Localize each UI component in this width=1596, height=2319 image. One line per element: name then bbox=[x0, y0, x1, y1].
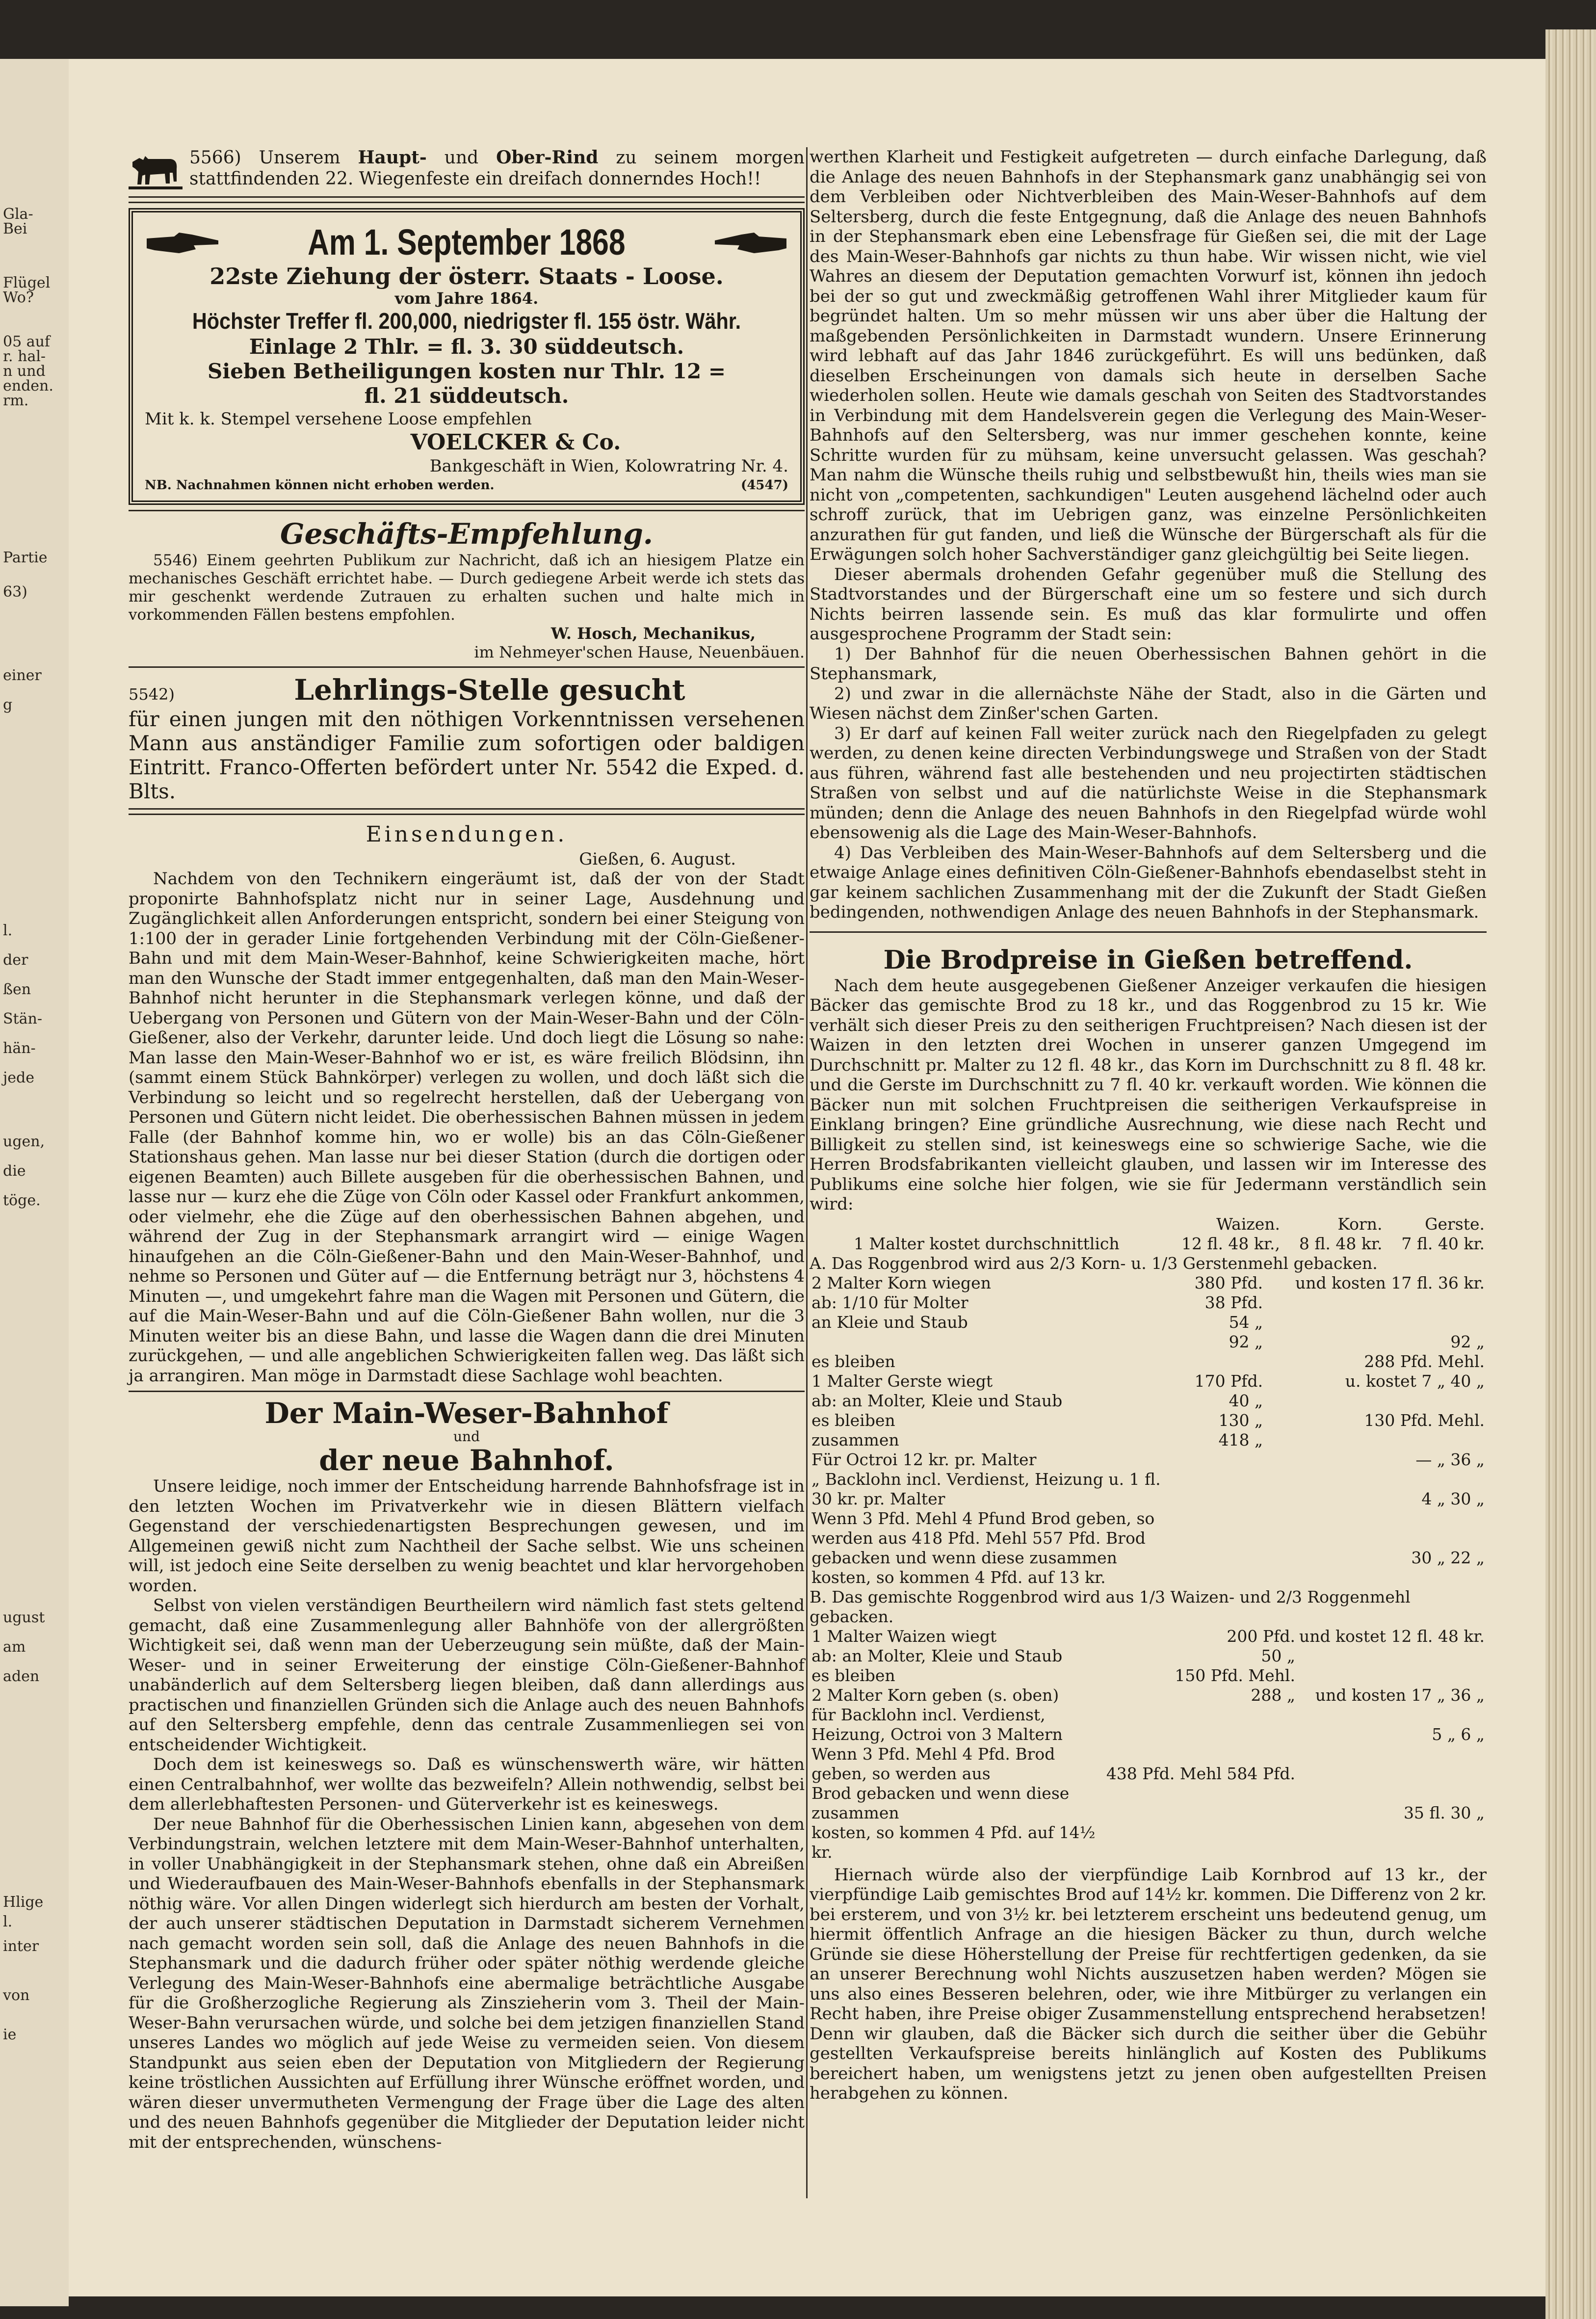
ad-5566-text-b: und bbox=[426, 148, 497, 168]
calc-cell-v2 bbox=[1265, 1430, 1487, 1450]
section-a-table bbox=[810, 1273, 1487, 1587]
strip-fragment: rm. bbox=[3, 392, 29, 409]
previous-page-strip bbox=[0, 59, 69, 2306]
strip-fragment: n und bbox=[3, 363, 46, 380]
separator bbox=[129, 808, 805, 815]
calc-cell-v2 bbox=[1297, 1823, 1487, 1862]
calc-cell-v2: 288 Pfd. Mehl. bbox=[1364, 1351, 1485, 1371]
strip-fragment: 05 auf bbox=[3, 333, 51, 350]
calc-cell-label: 2 Malter Korn geben (s. oben) bbox=[811, 1685, 1059, 1705]
brodpreise-intro: Nach dem heute ausgegebenen Gießener Anzeiger verkaufen die hiesigen Bäcker das gemischte Brod zu 18 kr., und das Roggenbrod zu 15 kr. Wie verhält sich dieser Preis zu den seitherigen Fruchtpreisen? Nach diesen ist der Waizen in den letzten drei Wochen in unserer ganzen Umgegend im Durchschnitt pr. Malter zu 12 fl. 48 kr., das Korn im Durchschnitt zu 8 fl. 48 kr. und die Gerste im Durchschnitt zu 7 fl. 40 kr. verkauft worden. Wie können die Bäcker nun mit solchen Fruchtpreisen die seitherigen Verkaufspreise in Einklang bringen? Eine gründliche Ausrechnung, wie diese nach Recht und Billigkeit zu stellen sind, ist keineswegs eine so schwierige Sache, wie die Herren Brodsfabrikanten vielleicht glauben, und lassen wir im Interesse des Publikums eine solche hier folgen, wie sie für Jedermann verständlich sein wird: bbox=[810, 975, 1487, 1214]
strip-fragment: r. hal- bbox=[3, 348, 46, 365]
column-divider bbox=[806, 147, 808, 2198]
strip-fragment: inter bbox=[3, 1938, 39, 1955]
calc-row bbox=[810, 1411, 1487, 1430]
calc-cell-label: 1 Malter Waizen wiegt bbox=[811, 1626, 997, 1646]
main-weser-point-1: 1) Der Bahnhof für die neuen Oberhessischen Bahnen gehört in die Stephansmark, bbox=[810, 644, 1487, 684]
strip-fragment: Wo? bbox=[3, 289, 34, 306]
calc-cell-label: Wenn 3 Pfd. Mehl 4 Pfund Brod geben, so werden aus 418 Pfd. Mehl 557 Pfd. Brod gebacken und wenn diese zusammen bbox=[811, 1508, 1155, 1567]
calc-cell-v2: 130 Pfd. Mehl. bbox=[1364, 1410, 1485, 1430]
geschaeft-address: im Nehmeyer'schen Hause, Neuenbäuen. bbox=[474, 643, 805, 661]
calc-cell-v1: 380 Pfd. bbox=[1194, 1273, 1263, 1292]
strip-fragment: ie bbox=[3, 2026, 17, 2043]
calc-cell-label bbox=[810, 1332, 1182, 1352]
calc-cell-v2: — „ 36 „ bbox=[1415, 1449, 1485, 1469]
main-weser-p4: Der neue Bahnhof für die Oberhessischen Linien kann, abgesehen von dem Verbindungstrain, welchen letztere mit dem Main-Weser-Bahnhof unterhalten, in voller Unabhängigkeit in der Stephansmark stehen, ohne daß ein Abreißen und Wiederaufbauen des Main-Weser-Bahnhofs ebenfalls in der Stephansmark nöthig wäre. Vor allen Dingen widerlegt sich hierdurch am besten der Vorhalt, der auch unserer städtischen Deputation in Darmstadt sicherem Vernehmen nach gemacht worden sein soll, daß die Anlage des neuen Bahnhofs in die Stephansmark und die dadurch früher oder später nöthig werdende gleiche Verlegung des Main-Weser-Bahnhofs eine abermalige beträchtliche Ausgabe für die Großherzogliche Regierung als Zinszieherin vom 3. Theil der Main-Weser-Bahn verursachen würde, und solche bei dem jetzigen finanziellen Stand unseres Landes wo möglich auf jede Weise zu vermeiden seien. Von diesem Standpunkt aus seien eben der Deputation von Mitgliedern der Regierung keine tröstlichen Aussichten auf Erfüllung ihrer Wünsche eröffnet worden, und wären dieser unvermutheten Vermengung der Frage über die Lage des alten und des neuen Bahnhofs gegenüber die Mitglieder der Deputation leider nicht mit der entsprechenden, wünschens- bbox=[129, 1814, 805, 2152]
calc-cell-v1: 170 Pfd. bbox=[1194, 1371, 1263, 1391]
calc-cell-v2: 4 „ 30 „ bbox=[1421, 1489, 1485, 1508]
calc-cell-v1: 130 „ bbox=[1218, 1410, 1263, 1430]
strip-fragment: ugen, bbox=[3, 1133, 45, 1150]
lottery-address: Bankgeschäft in Wien, Kolowratring Nr. 4. bbox=[429, 456, 788, 476]
main-weser-title-2: der neue Bahnhof. bbox=[319, 1444, 614, 1477]
calc-cell-v1 bbox=[1182, 1509, 1265, 1568]
calc-row bbox=[810, 1450, 1487, 1470]
strip-fragment: Gla- bbox=[3, 206, 33, 223]
lottery-line-5: Sieben Betheiligungen kosten nur Thlr. 12 = bbox=[207, 359, 726, 383]
calc-row bbox=[810, 1784, 1487, 1823]
main-weser-p6: Dieser abermals drohenden Gefahr gegenüber muß die Stellung des Stadtvorstandes und der Bürgerschaft eine um so festere und sich durch Nichts beirren lassende sein. Es muß das klar formulirte und offen ausgesprochene Programm der Stadt sein: bbox=[810, 564, 1487, 644]
ad-5566-text-a: 5566) Unserem bbox=[189, 148, 358, 168]
separator bbox=[129, 510, 805, 511]
calc-row bbox=[810, 1666, 1487, 1686]
calc-row bbox=[810, 1627, 1487, 1646]
lottery-date: Am 1. September 1868 bbox=[308, 222, 626, 263]
strip-fragment: einer bbox=[3, 667, 42, 684]
geschaeft-title: Geschäfts-Empfehlung. bbox=[280, 517, 653, 551]
main-weser-p3: Doch dem ist keineswegs so. Daß es wünschenswerth wäre, wir hätten einen Centralbahnhof, wer wollte das bezweifeln? Allein nothwendig, selbst bei dem allerlebhaftesten Personen- und Güterverkehr ist es keineswegs. bbox=[129, 1755, 805, 1814]
calc-cell-v1: 288 „ bbox=[1251, 1685, 1295, 1705]
lottery-line-1: 22ste Ziehung der österr. Staats - Loose. bbox=[209, 263, 724, 290]
strip-fragment: 63) bbox=[3, 583, 27, 601]
calc-cell-v2: 92 „ bbox=[1450, 1332, 1485, 1351]
lottery-line-3: Höchster Treffer fl. 200,000, niedrigster fl. 155 östr. Währ. bbox=[192, 308, 741, 334]
strip-fragment: l. bbox=[3, 922, 13, 939]
header-waizen: Waizen. bbox=[1216, 1214, 1281, 1234]
strip-fragment: Partie bbox=[3, 549, 48, 566]
calc-cell-v1: 200 Pfd. bbox=[1227, 1626, 1295, 1646]
strip-fragment: von bbox=[3, 1987, 30, 2004]
main-weser-p1: Unsere leidige, noch immer der Entscheidung harrende Bahnhofsfrage ist in den letzten Wochen im Privatverkehr wie in diesen Blättern vielfach Gegenstand der verschiedenartigsten Besprechungen gewesen, und im Allgemeinen gewiß nicht zum Nachtheil der Sache selbst. Wie uns scheinen will, ist jedoch eine Seite derselben zu wenig beachtet und klar hervorgehoben worden. bbox=[129, 1476, 805, 1596]
calc-row bbox=[810, 1313, 1487, 1332]
lehrling-body: für einen jungen mit den nöthigen Vorkenntnissen versehenen Mann aus anständiger Familie zum sofortigen oder baldigen Eintritt. Franco-Offerten befördert unter Nr. 5542 die Exped. d. Blts. bbox=[129, 707, 805, 803]
main-weser-point-3: 3) Er darf auf keinen Fall weiter zurück nach den Riegelpfaden zu gelegt werden, zu denen keine directen Verbindungswege und Straßen von der Stadt aus führen, während fast alle bestehenden und neu projectirten städtischen Straßen von selbst und auf die natürlichste Weise in die Stephansmark münden; denn die Anlage des neuen Bahnhofs in den Riegelpfad würde wohl ebensowenig als die Lage des Main-Weser-Bahnhofs. bbox=[810, 723, 1487, 843]
strip-fragment: am bbox=[3, 1638, 26, 1656]
section-b-label: B. Das gemischte Roggenbrod wird aus 1/3 Waizen- und 2/3 Roggenmehl gebacken. bbox=[810, 1587, 1411, 1626]
calc-row bbox=[810, 1273, 1487, 1293]
lottery-firm: VOELCKER & Co. bbox=[410, 430, 621, 455]
geschaeft-body: 5546) Einem geehrten Publikum zur Nachricht, daß ich an hiesigem Platze ein mechanisches Geschäft errichtet habe. — Durch gediegene Arbeit werde ich stets das mir geschenkt werdende Zutrauen zu erhalten suchen und halte mich in vorkommenden Fällen bestens empfohlen. bbox=[129, 552, 805, 624]
ad-5566-haupt: Haupt- bbox=[358, 147, 427, 168]
strip-fragment: die bbox=[3, 1162, 26, 1180]
calc-cell-label: ab: an Molter, Kleie und Staub bbox=[811, 1391, 1063, 1410]
strip-fragment: ßen bbox=[3, 981, 31, 998]
separator bbox=[810, 931, 1487, 933]
main-weser-p5: werthen Klarheit und Festigkeit aufgetreten — durch einfache Darlegung, daß die Anlage des neuen Bahnhofs in der Stephansmark ganz unabhängig sei von dem Verbleiben oder Nichtverbleiben des Main-Weser-Bahnhofs auf dem Seltersberg, durch die feste Entgegnung, daß die Anlage des neuen Bahnhofs in der Stephansmark eben eine Lebensfrage für Gießen sei, die mit der Lage des Main-Weser-Bahnhofs gar nichts zu thun habe. Wir wissen nicht, wie viel Wahres an diesem der Deputation gemachten Vorwurf ist, können ihn jedoch bei der so gut und zweckmäßig getroffenen Wahl ihrer Mitglieder kaum für begründet halten. Um so mehr müssen wir uns aber über die Haltung der maßgebenden Persönlichkeiten in Darmstadt wundern. Unsere Erinnerung wird lebhaft auf das Jahr 1846 zurückgeführt. Es will uns bedünken, daß dieselben Erscheinungen von damals sich heute in derselben Sache wiederholen sollen. Heute wie damals geschah von Seiten des Stadtvorstandes in Verbindung mit dem Handelsverein gegen die Verlegung des Main-Weser-Bahnhofs auf den Seltersberg, was nur immer geschehen konnte, keine Schritte wurden für zu mühsam, keine unversucht gelassen. Was geschah? Man nahm die Wünsche theils ruhig und selbstbewußt hin, theils wies man sie nicht von „competenten, sachkundigen" Leuten ausgehend lächelnd oder auch schroff zurück, that im Uebrigen ganz, was einzelne Persönlichkeiten anzurathen für gut fanden, und ließ die Wünsche der Bürgerschaft als für die Erwägungen solch hoher Sachverständiger ganz gleichgültig bei Seite liegen. bbox=[810, 147, 1487, 564]
calc-cell-v2 bbox=[1297, 1744, 1487, 1784]
brodpreise-closing: Hiernach würde also der vierpfündige Laib Kornbrod auf 13 kr., der vierpfündige Laib gemischtes Brod auf 14½ kr. kommen. Die Differenz von 2 kr. bei ersterem, und von 3½ kr. bei letzterem erscheint uns bedeutend genug, um hiermit öffentlich Anfrage an die hiesigen Bäcker zu thun, durch welche Gründe sie diese Höherstellung der Preise für rechtfertigen gedenken, da sie an unserer Berechnung wohl Nichts auszusetzen haben werden? Mögen sie uns also eines Besseren belehren, oder, wie ihre Mitbürger zu verlangen ein Recht haben, ihre Preise obiger Zusammenstellung entsprechend herabsetzen! Denn wir glauben, daß die Bäcker sich durch die seither über die Gebühr gestellten Verkaufspreise bereits hinlänglich auf Kosten des Publikums bereichert haben, um wenigstens jetzt zu jenen oben aufgestellten Preisen herabgehen zu können. bbox=[810, 1865, 1487, 2103]
header-gerste: Gerste. bbox=[1425, 1214, 1485, 1234]
calc-row bbox=[810, 1332, 1487, 1352]
ad-5566-ober: Ober-Rind bbox=[496, 147, 599, 168]
calc-cell-v1: 438 Pfd. Mehl 584 Pfd. bbox=[1106, 1764, 1295, 1783]
calc-cell-label: Wenn 3 Pfd. Mehl 4 Pfd. Brod geben, so werden aus bbox=[811, 1744, 1055, 1783]
price-waizen: 12 fl. 48 kr., bbox=[1181, 1234, 1281, 1253]
separator bbox=[129, 196, 805, 203]
strip-fragment: aden bbox=[3, 1668, 40, 1685]
calc-cell-v1 bbox=[1182, 1450, 1265, 1470]
calc-row bbox=[810, 1371, 1487, 1391]
strip-fragment: l. bbox=[3, 1913, 13, 1930]
calc-cell-label: „ Backlohn incl. Verdienst, Heizung u. 1 fl. 30 kr. pr. Malter bbox=[811, 1469, 1161, 1508]
calc-cell-v1 bbox=[1182, 1352, 1265, 1371]
calc-cell-v1: 150 Pfd. Mehl. bbox=[1175, 1665, 1295, 1685]
calc-cell-label: es bleiben bbox=[811, 1410, 895, 1430]
calc-cell-v2 bbox=[1265, 1293, 1487, 1313]
calc-row bbox=[810, 1705, 1487, 1744]
calc-cell-label: für Backlohn incl. Verdienst, Heizung, Octroi von 3 Maltern bbox=[811, 1705, 1063, 1744]
calc-row bbox=[810, 1470, 1487, 1509]
calc-cell-v1 bbox=[1182, 1470, 1265, 1509]
calc-cell-v1 bbox=[1104, 1705, 1297, 1744]
lehrling-number: 5542) bbox=[129, 685, 175, 704]
book-edge bbox=[1545, 29, 1596, 2319]
main-weser-point-4: 4) Das Verbleiben des Main-Weser-Bahnhofs auf dem Seltersberg und die etwaige Anlage eines definitiven Cöln-Gießener-Bahnhofs ebendaselbst steht in gar keinem sachlichen Zusammenhang mit der die Zukunft der Stadt Gießen bedingenden, nothwendigen Anlage des neuen Bahnhofs in der Stephansmark. bbox=[810, 843, 1487, 922]
calc-cell-v2 bbox=[1265, 1313, 1487, 1332]
strip-fragment: enden. bbox=[3, 377, 53, 395]
calc-cell-v1: 38 Pfd. bbox=[1204, 1292, 1263, 1312]
calc-row bbox=[810, 1430, 1487, 1450]
strip-fragment: der bbox=[3, 951, 28, 969]
ad-5566-text-c: zu seinem morgen stattfindenden 22. Wiegenfeste ein dreifach donnerndes Hoch!! bbox=[189, 148, 805, 189]
strip-fragment: Stän- bbox=[3, 1010, 42, 1028]
lottery-date-row bbox=[145, 221, 788, 263]
geschaeft-signature: W. Hosch, Mechanikus, bbox=[550, 624, 756, 643]
calc-cell-v2: u. kostet 7 „ 40 „ bbox=[1345, 1371, 1485, 1391]
strip-fragment: hän- bbox=[3, 1040, 36, 1057]
brodpreise-title: Die Brodpreise in Gießen betreffend. bbox=[883, 945, 1413, 975]
right-column bbox=[810, 147, 1487, 2104]
main-weser-point-2: 2) und zwar in die allernächste Nähe der Stadt, also in die Gärten und Wiesen nächst dem Zinßer'schen Garten. bbox=[810, 684, 1487, 723]
strip-fragment: Hlige bbox=[3, 1894, 44, 1911]
calc-cell-label: an Kleie und Staub bbox=[811, 1312, 968, 1332]
section-b-table bbox=[810, 1627, 1487, 1862]
main-weser-title-1: Der Main-Weser-Bahnhof bbox=[264, 1397, 669, 1430]
calc-cell-v2 bbox=[1297, 1666, 1487, 1686]
lottery-number: (4547) bbox=[741, 478, 788, 493]
calc-cell-v2: und kostet 12 fl. 48 kr. bbox=[1299, 1626, 1485, 1646]
lottery-advertisement bbox=[129, 208, 805, 505]
pointing-hand-left-icon bbox=[710, 228, 788, 257]
einsendungen-dateline: Gießen, 6. August. bbox=[579, 849, 736, 869]
calc-cell-v1: 92 „ bbox=[1229, 1332, 1263, 1351]
malter-kostet-label: 1 Malter kostet durchschnittlich bbox=[854, 1234, 1120, 1253]
calc-cell-label: es bleiben bbox=[811, 1665, 895, 1685]
calc-cell-label: zusammen bbox=[811, 1430, 899, 1449]
calc-cell-v1 bbox=[1182, 1568, 1265, 1587]
calc-cell-v2 bbox=[1265, 1391, 1487, 1411]
pointing-hand-right-icon bbox=[145, 228, 223, 257]
calc-cell-label: Brod gebacken und wenn diese zusammen bbox=[811, 1783, 1070, 1822]
main-weser-und: und bbox=[453, 1428, 480, 1445]
calc-cell-v2 bbox=[1297, 1646, 1487, 1666]
calc-cell-label: Für Octroi 12 kr. pr. Malter bbox=[811, 1449, 1037, 1469]
einsendungen-body: Nachdem von den Technikern eingeräumt ist, daß der von der Stadt proponirte Bahnhofsplatz nicht nur in seiner Lage, Ausdehnung und Zugänglichkeit allen Anforderungen entspricht, sondern bei einer Steigung von 1:100 der in gerader Linie fortgehenden Verbindung mit der Cöln-Gießener-Bahn und mit dem Main-Weser-Bahnhof, keine Schwierigkeiten mache, hört man den Wunsche der Stadt immer entgegenhalten, daß man den Main-Weser-Bahnhof nicht herunter in die Stephansmark verlegen könne, und daß der Uebergang von Personen und Gütern von der Main-Weser-Bahn und der Cöln-Gießener, also der Verkehr, darunter leide. Und doch liegt die Lösung so nahe: Man lasse den Main-Weser-Bahnhof wo er ist, es wäre freilich Blödsinn, ihn (sammt einem Stück Bahnkörper) verlegen zu wollen, und doch läßt sich die Verbindung so leicht und so regelrecht herstellen, daß der Uebergang von Personen und Gütern nicht leidet. Die oberhessischen Bahnen müssen in jedem Falle (der Bahnhof komme hin, wo er wolle) bis an das Cöln-Gießener Stationshaus gehen. Man lasse nur bei dieser Station (durch die dortigen oder eigenen Beamten) auch Billete ausgeben für die oberhessischen Bahnen, und lasse nur — kurz ehe die Züge von Cöln oder Kassel oder Frankfurt ankommen, oder vielmehr, ehe die Züge auf den oberhessischen Bahnen abgehen, und während der Zug in der Stephansmark arrangirt wird — einige Wagen hinaufgehen an die Cöln-Gießener-Bahn und den Main-Weser-Bahnhof, und nehme so Personen und Güter auf — die Entfernung beträgt nur 3, höchstens 4 Minuten —, und umgekehrt fahre man die Wagen mit Personen und Gütern, die auf die Main-Weser-Bahn und auf die Cöln-Gießener Bahn wollen, nur die 3 Minuten weiter bis an diese Bahn, und lasse die Wagen dann die drei Minuten zurückgehen, — und alle angeblichen Schwierigkeiten fallen weg. Das läßt sich ja arrangiren. Man möge in Darmstadt diese Sachlage wohl beachten. bbox=[129, 869, 805, 1386]
calc-row bbox=[810, 1509, 1487, 1568]
header-korn: Korn. bbox=[1337, 1214, 1383, 1234]
calc-cell-v2: 35 fl. 30 „ bbox=[1403, 1803, 1485, 1822]
calc-cell-label: kosten, so kommen 4 Pfd. auf 14½ kr. bbox=[811, 1822, 1096, 1862]
strip-fragment: Bei bbox=[3, 220, 27, 237]
brodpreise-price-header bbox=[810, 1214, 1487, 1254]
calc-cell-v1: 418 „ bbox=[1218, 1430, 1263, 1449]
lottery-line-7: Mit k. k. Stempel versehene Loose empfehlen bbox=[145, 409, 532, 429]
calc-cell-v1: 50 „ bbox=[1261, 1646, 1295, 1665]
calc-row bbox=[810, 1352, 1487, 1371]
lottery-line-4: Einlage 2 Thlr. = fl. 3. 30 süddeutsch. bbox=[249, 335, 684, 359]
calc-cell-v2 bbox=[1265, 1568, 1487, 1587]
main-weser-p2: Selbst von vielen verständigen Beurtheilern wird nämlich fast stets geltend gemacht, daß eine Zusammenlegung aller Bahnhöfe von der allergrößten Wichtigkeit sei, daß wenn man der Ueberzeugung sein müßte, daß der Main-Weser- und in seiner Erweiterung der einstige Cöln-Gießener-Bahnhof unabänderlich auf dem Seltersberg liegen bleiben, daß dann allerdings aus practischen und finanziellen Gründen sich die Anlage auch des neuen Bahnhofs auf den Seltersberg empfehle, denn das centrale Zusammenliegen sei von entscheidender Wichtigkeit. bbox=[129, 1596, 805, 1755]
strip-fragment: jede bbox=[3, 1069, 35, 1086]
calc-row bbox=[810, 1744, 1487, 1784]
calc-cell-v2: 5 „ 6 „ bbox=[1432, 1724, 1485, 1744]
calc-cell-v2: und kosten 17 fl. 36 kr. bbox=[1295, 1273, 1485, 1292]
calc-cell-v1: 40 „ bbox=[1229, 1391, 1263, 1410]
lottery-line-2: vom Jahre 1864. bbox=[394, 289, 539, 308]
calc-row bbox=[810, 1823, 1487, 1862]
price-korn: 8 fl. 48 kr. bbox=[1299, 1234, 1383, 1253]
lottery-line-6: fl. 21 süddeutsch. bbox=[364, 384, 569, 408]
calc-cell-label: kosten, so kommen 4 Pfd. auf 13 kr. bbox=[811, 1567, 1106, 1587]
calc-cell-v1: 54 „ bbox=[1229, 1312, 1263, 1332]
calc-cell-label: ab: 1/10 für Molter bbox=[811, 1292, 968, 1312]
calc-cell-v2: und kosten 17 „ 36 „ bbox=[1315, 1685, 1485, 1705]
separator bbox=[129, 666, 805, 668]
calc-row bbox=[810, 1568, 1487, 1587]
strip-fragment: töge. bbox=[3, 1192, 41, 1209]
ad-5566 bbox=[129, 147, 805, 191]
calc-row bbox=[810, 1391, 1487, 1411]
ox-icon bbox=[129, 147, 183, 191]
separator bbox=[129, 1391, 805, 1392]
calc-cell-label: 2 Malter Korn wiegen bbox=[811, 1273, 991, 1292]
einsendungen-title: Einsendungen. bbox=[366, 822, 568, 847]
left-column bbox=[129, 147, 805, 2152]
calc-cell-label: es bleiben bbox=[811, 1351, 895, 1371]
section-a-label: A. Das Roggenbrod wird aus 2/3 Korn- u. 1/3 Gerstenmehl gebacken. bbox=[810, 1253, 1378, 1273]
strip-fragment: ugust bbox=[3, 1609, 45, 1626]
calc-cell-v2: 30 „ 22 „ bbox=[1411, 1548, 1485, 1567]
strip-fragment: g bbox=[3, 696, 13, 713]
calc-cell-label: ab: an Molter, Kleie und Staub bbox=[811, 1646, 1063, 1665]
lottery-nb: NB. Nachnahmen können nicht erhoben werden. bbox=[145, 478, 495, 493]
lehrling-title: Lehrlings-Stelle gesucht bbox=[294, 673, 685, 707]
calc-cell-v1 bbox=[1104, 1784, 1297, 1823]
price-gerste: 7 fl. 40 kr. bbox=[1401, 1234, 1485, 1253]
calc-row bbox=[810, 1686, 1487, 1705]
calc-cell-v1 bbox=[1104, 1823, 1297, 1862]
calc-row bbox=[810, 1646, 1487, 1666]
calc-cell-label: 1 Malter Gerste wiegt bbox=[811, 1371, 993, 1391]
calc-row bbox=[810, 1293, 1487, 1313]
strip-fragment: Flügel bbox=[3, 274, 51, 291]
